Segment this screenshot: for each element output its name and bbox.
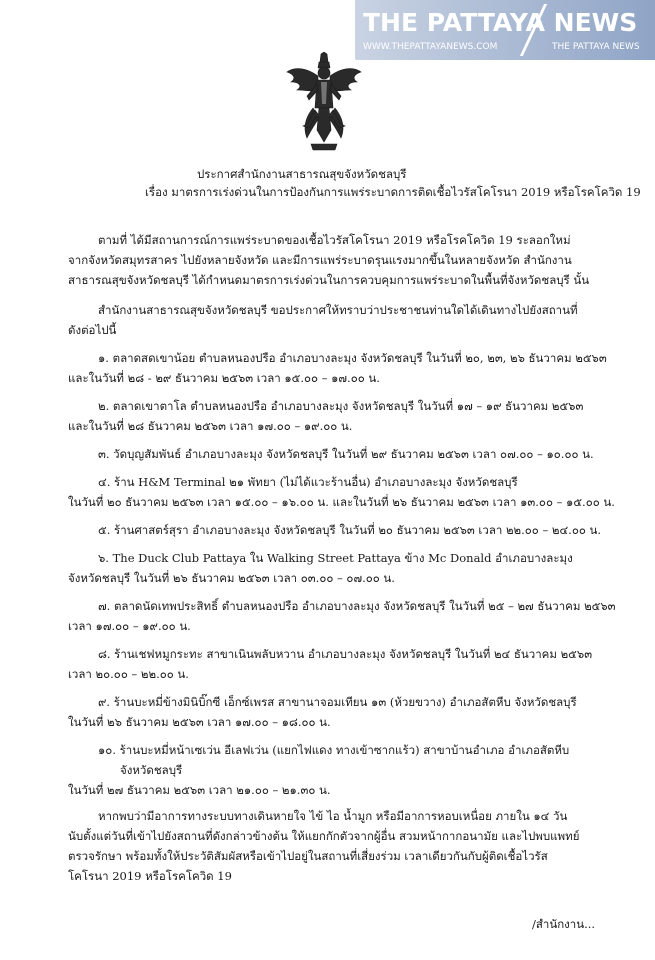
- watermark-site: WWW.THEPATTAYANEWS.COM: [363, 42, 498, 52]
- item-1-line-2: และในวันที่ ๒๘ - ๒๙ ธันวาคม ๒๕๖๓ เวลา ๑๕.๐๐ – ๑๗.๐๐ น.: [68, 371, 380, 385]
- watermark-brand-small: THE PATTAYA NEWS: [552, 42, 640, 52]
- closing-line-4: โคโรนา 2019 หรือโรคโควิด 19: [68, 869, 232, 883]
- header-line-1: ประกาศสำนักงานสาธารณสุขจังหวัดชลบุรี: [197, 167, 407, 181]
- item-8-line-1: ๘. ร้านเชฟหมูกระทะ สาขาเนินพลับหวาน อำเภอบางละมุง จังหวัดชลบุรี ในวันที่ ๒๔ ธันวาคม ๒๕๖๓: [98, 647, 593, 661]
- item-7-line-2: เวลา ๑๗.๐๐ – ๑๙.๐๐ น.: [68, 619, 191, 633]
- item-10-line-1: ๑๐. ร้านบะหมี่หน้าเซเว่น อีเลฟเว่น (แยกไฟแดง ทางเข้าซากแร้ว) สาขาบ้านอำเภอ อำเภอสัตหีบ: [98, 743, 570, 757]
- announce-line-1: สำนักงานสาธารณสุขจังหวัดชลบุรี ขอประกาศให้ทราบว่าประชาชนท่านใดได้เดินทางไปยังสถานที่: [98, 303, 578, 317]
- item-6-line-1: ๖. The Duck Club Pattaya ใน Walking Street Pattaya ข้าง Mc Donald อำเภอบางละมุง: [98, 551, 573, 565]
- footer-continued: /สำนักงาน...: [532, 917, 596, 931]
- watermark-title: THE PATTAYA NEWS: [363, 8, 638, 37]
- garuda-emblem-icon: [285, 52, 363, 152]
- watermark-banner: [355, 0, 655, 60]
- item-7-line-1: ๗. ตลาดนัดเทพประสิทธิ์ ตำบลหนองปรือ อำเภอบางละมุง จังหวัดชลบุรี ในวันที่ ๒๕ – ๒๗ ธันวาคม ๒๕๖๓: [98, 599, 616, 613]
- item-10-line-2: จังหวัดชลบุรี: [120, 763, 183, 777]
- item-1-line-1: ๑. ตลาดสดเขาน้อย ตำบลหนองปรือ อำเภอบางละมุง จังหวัดชลบุรี ในวันที่ ๒๐, ๒๓, ๒๖ ธันวาคม ๒๕๖๓: [98, 351, 607, 365]
- item-8-line-2: เวลา ๒๐.๐๐ – ๒๒.๐๐ น.: [68, 667, 189, 681]
- header-line-2: เรื่อง มาตรการเร่งด่วนในการป้องกันการแพร่ระบาดการติดเชื้อไวรัสโคโรนา 2019 หรือโรคโควิด 19: [145, 185, 641, 199]
- item-2-line-2: และในวันที่ ๒๘ ธันวาคม ๒๕๖๓ เวลา ๑๗.๐๐ – ๑๙.๐๐ น.: [68, 419, 353, 433]
- item-9-line-1: ๙. ร้านบะหมี่ข้างมินิบิ๊กซี เอ็กซ์เพรส สาขานาจอมเทียน ๑๓ (ห้วยขวาง) อำเภอสัตหีบ จังหวัดชลบุรี: [98, 695, 577, 709]
- item-3-line-1: ๓. วัดบุญสัมพันธ์ อำเภอบางละมุง จังหวัดชลบุรี ในวันที่ ๒๙ ธันวาคม ๒๕๖๓ เวลา ๐๗.๐๐ – ๑๐.๐๐ น.: [98, 447, 594, 461]
- item-2-line-1: ๒. ตลาดเขาตาโล ตำบลหนองปรือ อำเภอบางละมุง จังหวัดชลบุรี ในวันที่ ๑๗ – ๑๙ ธันวาคม ๒๕๖๓: [98, 399, 584, 413]
- intro-line-3: สาธารณสุขจังหวัดชลบุรี ได้กำหนดมาตรการเร่งด่วนในการควบคุมการแพร่ระบาดในพื้นที่จังหวัดชลบุรี นั้น: [68, 273, 590, 287]
- intro-line-1: ตามที่ ได้มีสถานการณ์การแพร่ระบาดของเชื้อไวรัสโคโรนา 2019 หรือโรคโควิด 19 ระลอกใหม่: [98, 233, 571, 247]
- closing-line-2: นับตั้งแต่วันที่เข้าไปยังสถานที่ดังกล่าวข้างต้น ให้แยกกักตัวจากผู้อื่น สวมหน้ากากอนามัย และไปพบแพทย์: [68, 829, 580, 843]
- item-4-line-1: ๔. ร้าน H&M Terminal ๒๑ พัทยา (ไม่ได้แวะร้านอื่น) อำเภอบางละมุง จังหวัดชลบุรี: [98, 475, 518, 489]
- closing-line-3: ตรวจรักษา พร้อมทั้งให้ประวัติสัมผัสหรือเข้าไปอยู่ในสถานที่เสี่ยงร่วม เวลาเดียวกันกับผู้ติดเชื้อไวรัส: [68, 849, 548, 863]
- item-4-line-2: ในวันที่ ๒๐ ธันวาคม ๒๕๖๓ เวลา ๑๕.๐๐ – ๑๖.๐๐ น. และในวันที่ ๒๖ ธันวาคม ๒๕๖๓ เวลา ๑๓.๐๐ – ๑๕.๐๐ น.: [68, 495, 615, 509]
- item-9-line-2: ในวันที่ ๒๖ ธันวาคม ๒๕๖๓ เวลา ๑๗.๐๐ – ๑๘.๐๐ น.: [68, 715, 331, 729]
- item-6-line-2: จังหวัดชลบุรี ในวันที่ ๒๖ ธันวาคม ๒๕๖๓ เวลา ๐๓.๐๐ – ๐๗.๐๐ น.: [68, 571, 395, 585]
- item-5-line-1: ๕. ร้านศาสตร์สุรา อำเภอบางละมุง จังหวัดชลบุรี ในวันที่ ๒๐ ธันวาคม ๒๕๖๓ เวลา ๒๒.๐๐ – ๒๔.๐๐ น.: [98, 523, 602, 537]
- intro-line-2: จากจังหวัดสมุทรสาคร ไปยังหลายจังหวัด และมีการแพร่ระบาดรุนแรงมากขึ้นในหลายจังหวัด สำนักงาน: [68, 253, 572, 267]
- item-10-line-3: ในวันที่ ๒๗ ธันวาคม ๒๕๖๓ เวลา ๒๑.๐๐ – ๒๑.๓๐ น.: [68, 783, 331, 797]
- announce-line-2: ดังต่อไปนี้: [68, 323, 117, 337]
- closing-line-1: หากพบว่ามีอาการทางระบบทางเดินหายใจ ไข้ ไอ น้ำมูก หรือมีอาการหอบเหนื่อย ภายใน ๑๔ วัน: [98, 809, 568, 823]
